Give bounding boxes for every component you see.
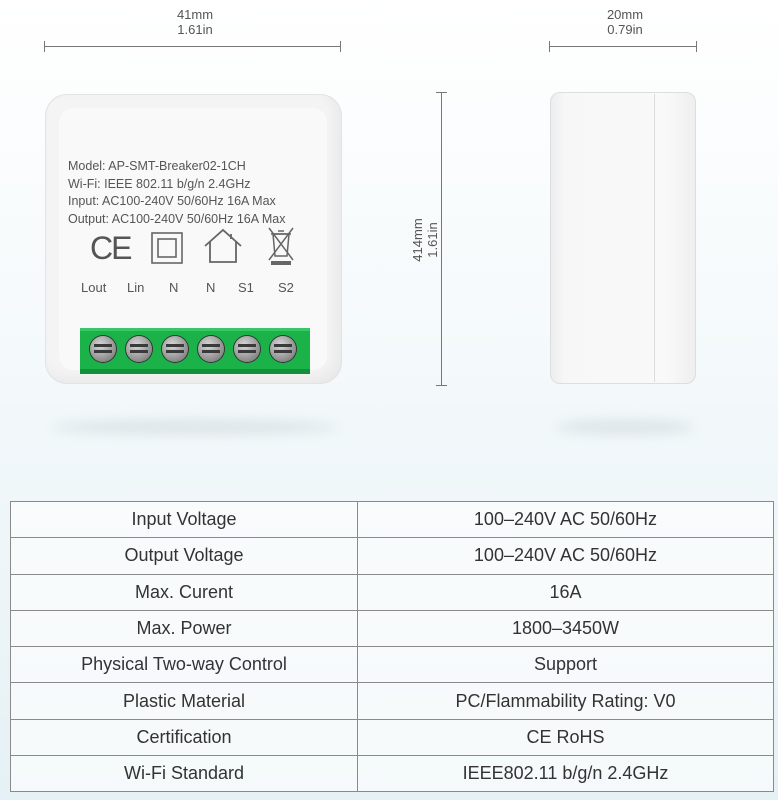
weee-icon [267,226,295,271]
table-row [11,756,774,792]
terminal-block [80,328,310,374]
ce-icon: CE [90,230,131,266]
spec-value: CE RoHS [358,719,774,755]
depth-in: 0.79in [607,22,643,37]
spec-value: 1800–3450W [358,610,774,646]
device-input: Input: AC100-240V 50/60Hz 16A Max [68,194,276,208]
terminal-label: N [169,280,179,295]
screw-icon [198,336,224,362]
double-insulation-icon [151,232,183,269]
side-seam [654,94,655,382]
screw-icon [126,336,152,362]
table-row [11,538,774,574]
table-row [11,719,774,755]
height-mm: 414mm [410,218,425,262]
terminal-label: S1 [238,280,254,295]
height-dimension-label [410,200,440,280]
spec-label: Physical Two-way Control [11,647,358,683]
spec-value: IEEE802.11 b/g/n 2.4GHz [358,756,774,792]
height-in: 1.61in [425,222,440,258]
width-mm: 41mm [176,7,214,22]
device-model: Model: AP-SMT-Breaker02-1CH [68,159,246,173]
side-shadow [555,420,695,434]
spec-value: 100–240V AC 50/60Hz [358,502,774,538]
screw-icon [270,336,296,362]
spec-label: Max. Power [11,610,358,646]
width-dimension-line [44,46,341,47]
screw-icon [162,336,188,362]
specification-table [10,501,774,792]
device-front-view [45,94,342,384]
screw-icon [90,336,116,362]
front-shadow [50,420,340,434]
table-row [11,683,774,719]
terminal-label: Lout [81,280,107,295]
depth-dimension-label [590,7,660,37]
device-label [68,158,286,228]
width-in: 1.61in [177,22,213,37]
table-row [11,502,774,538]
spec-label: Plastic Material [11,683,358,719]
screw-icon [234,336,260,362]
device-wifi: Wi-Fi: IEEE 802.11 b/g/n 2.4GHz [68,176,251,191]
spec-value: PC/Flammability Rating: V0 [358,683,774,719]
height-dimension-line [441,92,442,386]
terminal-label: N [206,280,216,295]
table-row [11,610,774,646]
spec-label: Input Voltage [11,502,358,538]
certification-icons [90,228,330,268]
depth-mm: 20mm [606,7,644,22]
spec-label: Output Voltage [11,538,358,574]
spec-value: Support [358,647,774,683]
terminal-label: Lin [127,280,145,295]
depth-dimension-line [549,46,697,47]
width-dimension-label [160,7,230,37]
table-row [11,574,774,610]
table-row [11,647,774,683]
spec-label: Certification [11,719,358,755]
spec-label: Max. Curent [11,574,358,610]
terminal-label: S2 [278,280,294,295]
spec-value: 16A [358,574,774,610]
spec-label: Wi-Fi Standard [11,756,358,792]
device-side-view [550,92,696,384]
spec-value: 100–240V AC 50/60Hz [358,538,774,574]
indoor-use-icon [203,228,243,269]
device-output: Output: AC100-240V 50/60Hz 16A Max [68,211,286,226]
